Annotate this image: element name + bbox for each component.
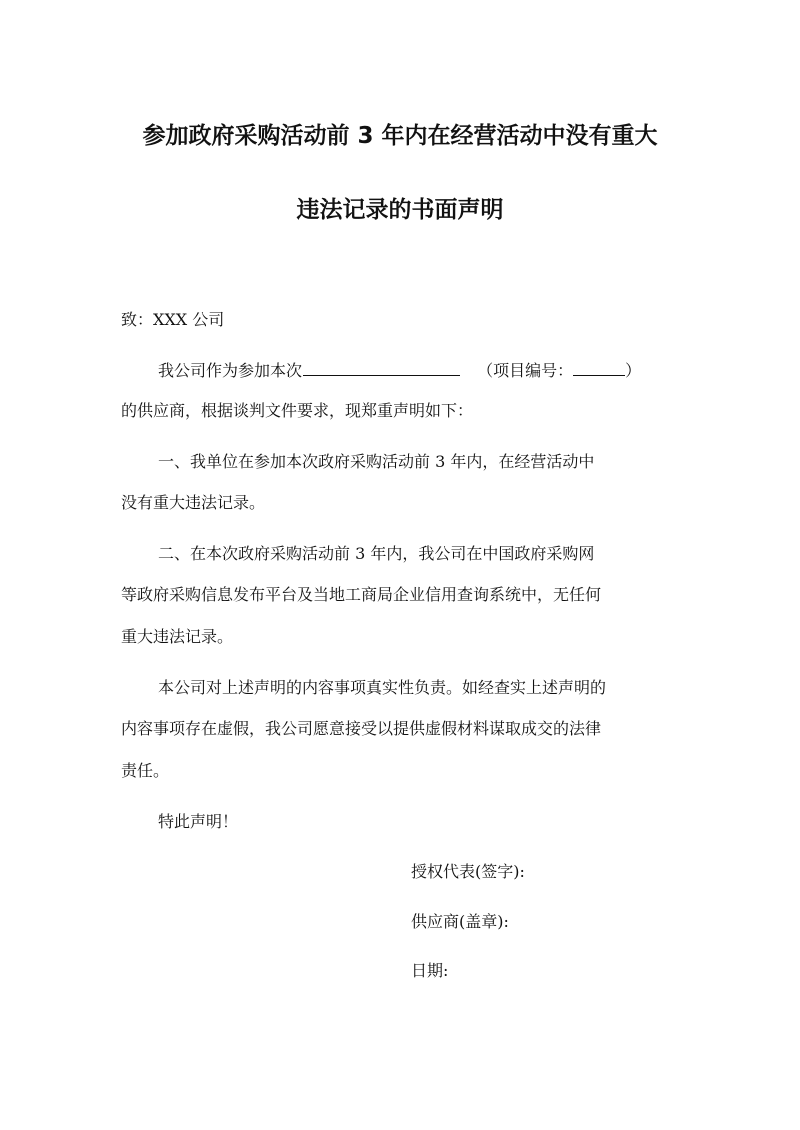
responsibility-line-1: 本公司对上述声明的内容事项真实性负责。如经查实上述声明的 xyxy=(158,678,607,697)
intro-text-2: （项目编号： xyxy=(477,361,574,380)
closing-statement: 特此声明！ xyxy=(158,812,239,831)
responsibility-line-3: 责任。 xyxy=(121,761,170,780)
addressee: 致：XXX 公司 xyxy=(121,310,225,329)
project-number-blank[interactable] xyxy=(573,360,625,376)
intro-line-2: 的供应商，根据谈判文件要求，现郑重声明如下： xyxy=(121,401,474,420)
intro-line-1 xyxy=(158,360,641,381)
item1-line-1: 一、我单位在参加本次政府采购活动前 3 年内，在经营活动中 xyxy=(158,452,595,471)
supplier-seal-label: 供应商(盖章): xyxy=(411,912,509,931)
representative-signature-label: 授权代表(签字): xyxy=(411,862,525,881)
date-label: 日期: xyxy=(411,961,449,980)
intro-text-3: ） xyxy=(625,361,642,380)
item2-line-2: 等政府采购信息发布平台及当地工商局企业信用查询系统中，无任何 xyxy=(121,585,602,604)
responsibility-line-2: 内容事项存在虚假，我公司愿意接受以提供虚假材料谋取成交的法律 xyxy=(121,719,602,738)
item2-line-3: 重大违法记录。 xyxy=(121,627,234,646)
title-line-1: 参加政府采购活动前 3 年内在经营活动中没有重大 xyxy=(142,123,658,149)
project-name-blank[interactable] xyxy=(303,360,460,376)
item2-line-1: 二、在本次政府采购活动前 3 年内，我公司在中国政府采购网 xyxy=(158,544,595,563)
intro-text-1: 我公司作为参加本次 xyxy=(158,361,303,380)
item1-line-2: 没有重大违法记录。 xyxy=(121,493,266,512)
title-line-2: 违法记录的书面声明 xyxy=(296,197,504,223)
